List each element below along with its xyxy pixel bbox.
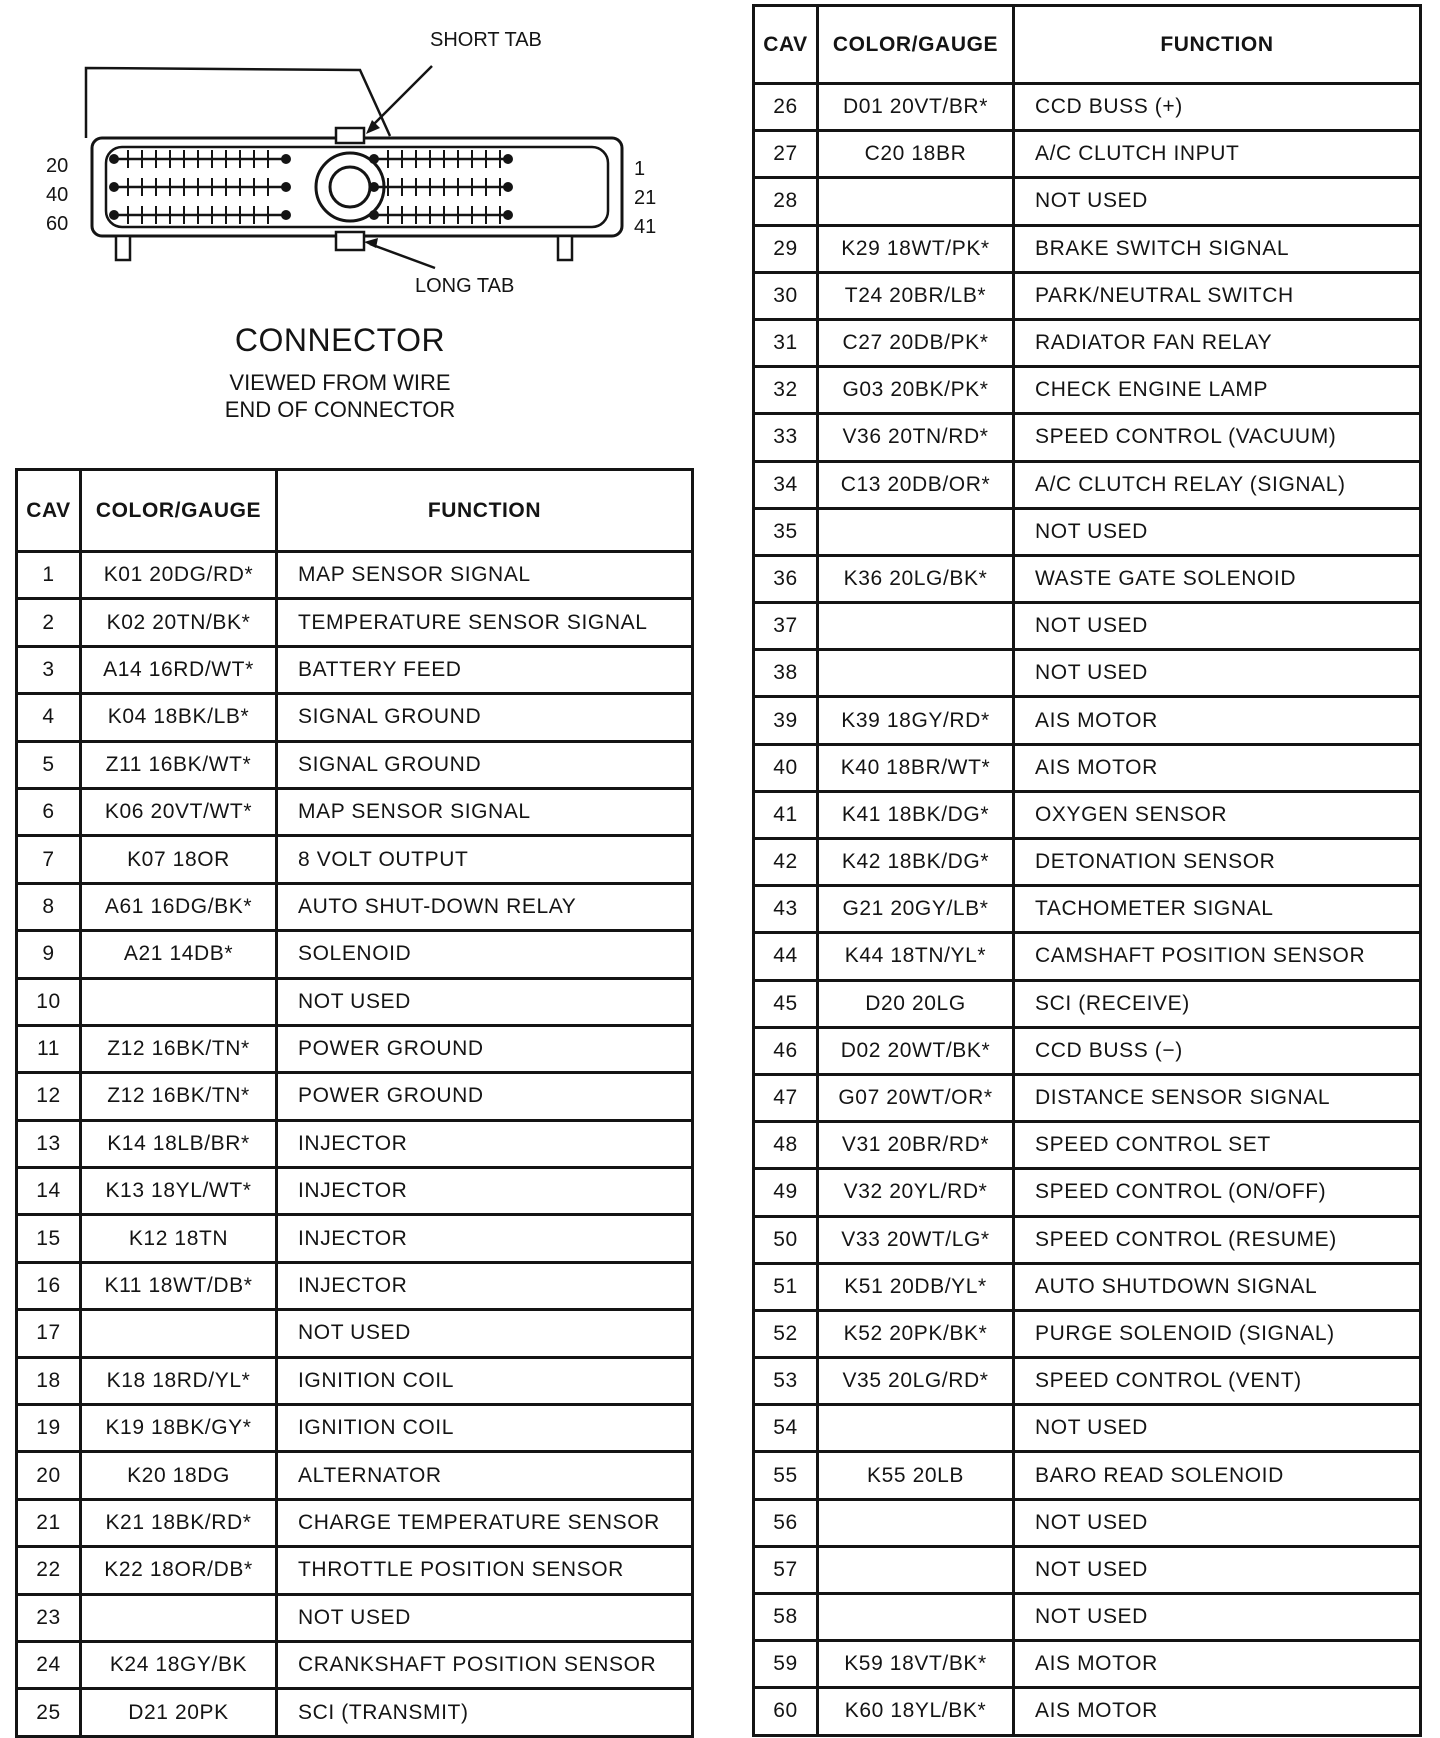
cav-cell: 8 [17,883,81,930]
header-color-gauge: COLOR/GAUGE [818,6,1014,84]
color-gauge-cell [818,1405,1014,1452]
table-row [754,744,1421,791]
color-gauge-cell: D02 20WT/BK* [818,1027,1014,1074]
table-row [754,178,1421,225]
color-gauge-cell: G21 20GY/LB* [818,886,1014,933]
function-cell: SCI (RECEIVE) [1014,980,1421,1027]
cav-cell: 57 [754,1546,818,1593]
cav-cell: 43 [754,886,818,933]
function-cell: NOT USED [277,1310,693,1357]
color-gauge-cell: Z11 16BK/WT* [81,741,277,788]
cav-cell: 51 [754,1263,818,1310]
cav-cell: 56 [754,1499,818,1546]
color-gauge-cell: K13 18YL/WT* [81,1168,277,1215]
cav-cell: 16 [17,1262,81,1309]
cav-cell: 4 [17,694,81,741]
table-row [754,839,1421,886]
function-cell: NOT USED [1014,1499,1421,1546]
short-tab-arrow [370,66,432,128]
cav-cell: 37 [754,603,818,650]
cav-cell: 44 [754,933,818,980]
color-gauge-cell [818,178,1014,225]
color-gauge-cell: V36 20TN/RD* [818,414,1014,461]
header-function: FUNCTION [277,470,693,552]
color-gauge-cell: K18 18RD/YL* [81,1357,277,1404]
table-row [17,1405,693,1452]
table-row [17,1073,693,1120]
color-gauge-cell: K19 18BK/GY* [81,1405,277,1452]
cav-cell: 30 [754,272,818,319]
short-tab-label: SHORT TAB [430,29,542,51]
function-cell: BRAKE SWITCH SIGNAL [1014,225,1421,272]
function-cell: A/C CLUTCH INPUT [1014,131,1421,178]
color-gauge-cell: K14 18LB/BR* [81,1120,277,1167]
color-gauge-cell: K52 20PK/BK* [818,1310,1014,1357]
cav-cell: 14 [17,1168,81,1215]
pin-end-dot [503,182,513,192]
color-gauge-cell: K39 18GY/RD* [818,697,1014,744]
table-row [754,980,1421,1027]
cav-cell: 33 [754,414,818,461]
color-gauge-cell: A61 16DG/BK* [81,883,277,930]
cav-cell: 55 [754,1452,818,1499]
color-gauge-cell: D01 20VT/BR* [818,84,1014,131]
table-row [754,1688,1421,1735]
function-cell: POWER GROUND [277,1025,693,1072]
cav-cell: 28 [754,178,818,225]
table-row [17,931,693,978]
color-gauge-cell: A14 16RD/WT* [81,646,277,693]
function-cell: AIS MOTOR [1014,697,1421,744]
color-gauge-cell: K21 18BK/RD* [81,1499,277,1546]
pin-end-dot [109,154,119,164]
function-cell: AIS MOTOR [1014,1641,1421,1688]
table-row [17,978,693,1025]
function-cell: SIGNAL GROUND [277,741,693,788]
pin-label-40: 40 [46,184,69,206]
cav-cell: 32 [754,367,818,414]
color-gauge-cell: C13 20DB/OR* [818,461,1014,508]
cav-cell: 1 [17,552,81,599]
table-row [754,555,1421,602]
cav-cell: 39 [754,697,818,744]
cav-cell: 3 [17,646,81,693]
table-row [17,1168,693,1215]
function-cell: RADIATOR FAN RELAY [1014,319,1421,366]
cav-cell: 42 [754,839,818,886]
table-row [17,1547,693,1594]
pin-end-dot [109,210,119,220]
cav-cell: 13 [17,1120,81,1167]
cav-cell: 46 [754,1027,818,1074]
function-cell: A/C CLUTCH RELAY (SIGNAL) [1014,461,1421,508]
function-cell: DISTANCE SENSOR SIGNAL [1014,1074,1421,1121]
color-gauge-cell [818,508,1014,555]
color-gauge-cell: V33 20WT/LG* [818,1216,1014,1263]
color-gauge-cell: Z12 16BK/TN* [81,1025,277,1072]
color-gauge-cell: K55 20LB [818,1452,1014,1499]
color-gauge-cell: C20 18BR [818,131,1014,178]
color-gauge-cell [818,1594,1014,1641]
table-row [754,319,1421,366]
pin-end-dot [369,182,379,192]
cav-cell: 34 [754,461,818,508]
table-row [754,225,1421,272]
function-cell: AUTO SHUT-DOWN RELAY [277,883,693,930]
table-row [754,1358,1421,1405]
function-cell: ALTERNATOR [277,1452,693,1499]
pin-label-21: 21 [634,187,657,209]
function-cell: INJECTOR [277,1120,693,1167]
cav-cell: 27 [754,131,818,178]
function-cell: AIS MOTOR [1014,744,1421,791]
function-cell: NOT USED [277,1594,693,1641]
long-tab [336,232,364,250]
pin-label-41: 41 [634,216,657,238]
color-gauge-cell: T24 20BR/LB* [818,272,1014,319]
header-function: FUNCTION [1014,6,1421,84]
table-row [754,1122,1421,1169]
cav-cell: 2 [17,599,81,646]
color-gauge-cell: Z12 16BK/TN* [81,1073,277,1120]
color-gauge-cell: K29 18WT/PK* [818,225,1014,272]
function-cell: MAP SENSOR SIGNAL [277,788,693,835]
function-cell: AUTO SHUTDOWN SIGNAL [1014,1263,1421,1310]
table-row [754,1452,1421,1499]
color-gauge-cell: K44 18TN/YL* [818,933,1014,980]
function-cell: POWER GROUND [277,1073,693,1120]
function-cell: IGNITION COIL [277,1357,693,1404]
function-cell: CCD BUSS (+) [1014,84,1421,131]
pin-label-60: 60 [46,213,69,235]
short-tab [336,128,364,143]
cav-cell: 6 [17,788,81,835]
cav-cell: 21 [17,1499,81,1546]
function-cell: 8 VOLT OUTPUT [277,836,693,883]
color-gauge-cell: C27 20DB/PK* [818,319,1014,366]
table-row [754,1074,1421,1121]
color-gauge-cell: K41 18BK/DG* [818,791,1014,838]
table-row [754,1641,1421,1688]
color-gauge-cell [818,603,1014,650]
cav-cell: 45 [754,980,818,1027]
cav-cell: 53 [754,1358,818,1405]
cav-cell: 35 [754,508,818,555]
function-cell: CHECK ENGINE LAMP [1014,367,1421,414]
pin-end-dot [369,154,379,164]
table-row [754,367,1421,414]
color-gauge-cell: K12 18TN [81,1215,277,1262]
cav-cell: 41 [754,791,818,838]
table-row [754,697,1421,744]
color-gauge-cell: G03 20BK/PK* [818,367,1014,414]
connector-diagram [30,10,720,297]
table-row [754,1546,1421,1593]
table-row [17,1641,693,1688]
color-gauge-cell [81,1594,277,1641]
cav-cell: 49 [754,1169,818,1216]
color-gauge-cell: K07 18OR [81,836,277,883]
table-row [754,1169,1421,1216]
header-cav: CAV [754,6,818,84]
table-row [754,1263,1421,1310]
pin-label-1: 1 [634,158,646,180]
color-gauge-cell: K59 18VT/BK* [818,1641,1014,1688]
pin-end-dot [281,210,291,220]
cav-cell: 11 [17,1025,81,1072]
color-gauge-cell: K01 20DG/RD* [81,552,277,599]
table-row [754,508,1421,555]
table-row [17,646,693,693]
table-row [17,1310,693,1357]
color-gauge-cell: G07 20WT/OR* [818,1074,1014,1121]
header-color-gauge: COLOR/GAUGE [81,470,277,552]
function-cell: SPEED CONTROL SET [1014,1122,1421,1169]
color-gauge-cell [818,1499,1014,1546]
table-row [17,1262,693,1309]
connector-subtitle-line2: END OF CONNECTOR [224,397,456,422]
function-cell: DETONATION SENSOR [1014,839,1421,886]
left-foot [116,236,130,260]
table-row [17,694,693,741]
cav-cell: 5 [17,741,81,788]
function-cell: SPEED CONTROL (VACUUM) [1014,414,1421,461]
pin-end-dot [281,182,291,192]
pinout-table-left [15,468,694,1738]
cav-cell: 19 [17,1405,81,1452]
function-cell: NOT USED [1014,1405,1421,1452]
color-gauge-cell: K36 20LG/BK* [818,555,1014,602]
color-gauge-cell: K11 18WT/DB* [81,1262,277,1309]
function-cell: INJECTOR [277,1262,693,1309]
function-cell: PURGE SOLENOID (SIGNAL) [1014,1310,1421,1357]
table-row [17,552,693,599]
color-gauge-cell: K60 18YL/BK* [818,1688,1014,1735]
cav-cell: 48 [754,1122,818,1169]
table-row [17,1689,693,1736]
function-cell: PARK/NEUTRAL SWITCH [1014,272,1421,319]
table-row [754,650,1421,697]
table-row [754,414,1421,461]
table-row [754,272,1421,319]
connector-title: CONNECTOR [234,322,446,358]
table-row [17,883,693,930]
cav-cell: 20 [17,1452,81,1499]
table-row [17,599,693,646]
function-cell: BATTERY FEED [277,646,693,693]
cav-cell: 29 [754,225,818,272]
table-row [754,1499,1421,1546]
function-cell: CAMSHAFT POSITION SENSOR [1014,933,1421,980]
pin-end-dot [109,182,119,192]
connector-drawing [30,10,720,297]
table-row [754,461,1421,508]
table-row [754,886,1421,933]
long-tab-arrow [370,244,435,268]
color-gauge-cell: V31 20BR/RD* [818,1122,1014,1169]
color-gauge-cell: K42 18BK/DG* [818,839,1014,886]
cav-cell: 26 [754,84,818,131]
color-gauge-cell [81,1310,277,1357]
long-tab-label: LONG TAB [415,275,515,297]
table-row [754,131,1421,178]
cav-cell: 18 [17,1357,81,1404]
function-cell: SIGNAL GROUND [277,694,693,741]
table-row [17,1215,693,1262]
cav-cell: 22 [17,1547,81,1594]
color-gauge-cell: K04 18BK/LB* [81,694,277,741]
color-gauge-cell: A21 14DB* [81,931,277,978]
color-gauge-cell: D21 20PK [81,1689,277,1736]
function-cell: NOT USED [1014,508,1421,555]
color-gauge-cell: V35 20LG/RD* [818,1358,1014,1405]
cav-cell: 52 [754,1310,818,1357]
color-gauge-cell: K40 18BR/WT* [818,744,1014,791]
cav-cell: 50 [754,1216,818,1263]
cav-cell: 10 [17,978,81,1025]
cav-cell: 24 [17,1641,81,1688]
color-gauge-cell: V32 20YL/RD* [818,1169,1014,1216]
table-header [17,470,693,552]
color-gauge-cell [818,1546,1014,1593]
table-row [754,1027,1421,1074]
function-cell: CCD BUSS (−) [1014,1027,1421,1074]
pin-end-dot [503,154,513,164]
connector-subtitle-line1: VIEWED FROM WIRE [229,370,451,395]
table-row [754,1594,1421,1641]
function-cell: NOT USED [1014,603,1421,650]
cav-cell: 40 [754,744,818,791]
table-header [754,6,1421,84]
pin-end-dot [503,210,513,220]
cav-cell: 9 [17,931,81,978]
color-gauge-cell [81,978,277,1025]
long-tab-arrowhead [364,238,378,248]
function-cell: INJECTOR [277,1168,693,1215]
cav-cell: 59 [754,1641,818,1688]
pin-label-20: 20 [46,155,69,177]
function-cell: AIS MOTOR [1014,1688,1421,1735]
table-row [754,1310,1421,1357]
color-gauge-cell: K22 18OR/DB* [81,1547,277,1594]
cav-cell: 31 [754,319,818,366]
table-row [17,788,693,835]
table-row [754,1216,1421,1263]
function-cell: WASTE GATE SOLENOID [1014,555,1421,602]
function-cell: NOT USED [277,978,693,1025]
color-gauge-cell: K20 18DG [81,1452,277,1499]
table-row [754,791,1421,838]
right-foot [558,236,572,260]
function-cell: OXYGEN SENSOR [1014,791,1421,838]
cav-cell: 54 [754,1405,818,1452]
table-row [17,1120,693,1167]
color-gauge-cell: K06 20VT/WT* [81,788,277,835]
pin-end-dot [369,210,379,220]
cav-cell: 12 [17,1073,81,1120]
cav-cell: 38 [754,650,818,697]
function-cell: SPEED CONTROL (RESUME) [1014,1216,1421,1263]
function-cell: TEMPERATURE SENSOR SIGNAL [277,599,693,646]
table-row [17,1025,693,1072]
color-gauge-cell: K51 20DB/YL* [818,1263,1014,1310]
function-cell: SOLENOID [277,931,693,978]
function-cell: NOT USED [1014,1594,1421,1641]
cav-cell: 60 [754,1688,818,1735]
table-row [754,84,1421,131]
table-row [17,741,693,788]
function-cell: SPEED CONTROL (ON/OFF) [1014,1169,1421,1216]
function-cell: THROTTLE POSITION SENSOR [277,1547,693,1594]
table-row [17,1499,693,1546]
cav-cell: 25 [17,1689,81,1736]
function-cell: BARO READ SOLENOID [1014,1452,1421,1499]
short-tab-arrowhead [366,120,380,134]
table-row [17,1452,693,1499]
cav-cell: 7 [17,836,81,883]
function-cell: SCI (TRANSMIT) [277,1689,693,1736]
color-gauge-cell: D20 20LG [818,980,1014,1027]
table-row [754,603,1421,650]
color-gauge-cell: K24 18GY/BK [81,1641,277,1688]
function-cell: NOT USED [1014,650,1421,697]
cav-cell: 36 [754,555,818,602]
pinout-table-right [752,4,1422,1737]
function-cell: TACHOMETER SIGNAL [1014,886,1421,933]
function-cell: IGNITION COIL [277,1405,693,1452]
function-cell: INJECTOR [277,1215,693,1262]
function-cell: MAP SENSOR SIGNAL [277,552,693,599]
cav-cell: 58 [754,1594,818,1641]
color-gauge-cell: K02 20TN/BK* [81,599,277,646]
pin-end-dot [281,154,291,164]
function-cell: SPEED CONTROL (VENT) [1014,1358,1421,1405]
function-cell: NOT USED [1014,178,1421,225]
function-cell: CRANKSHAFT POSITION SENSOR [277,1641,693,1688]
function-cell: NOT USED [1014,1546,1421,1593]
cav-cell: 15 [17,1215,81,1262]
table-row [17,836,693,883]
table-row [17,1594,693,1641]
color-gauge-cell [818,650,1014,697]
cav-cell: 17 [17,1310,81,1357]
table-row [754,933,1421,980]
header-cav: CAV [17,470,81,552]
function-cell: CHARGE TEMPERATURE SENSOR [277,1499,693,1546]
table-row [754,1405,1421,1452]
cav-cell: 23 [17,1594,81,1641]
table-row [17,1357,693,1404]
cav-cell: 47 [754,1074,818,1121]
